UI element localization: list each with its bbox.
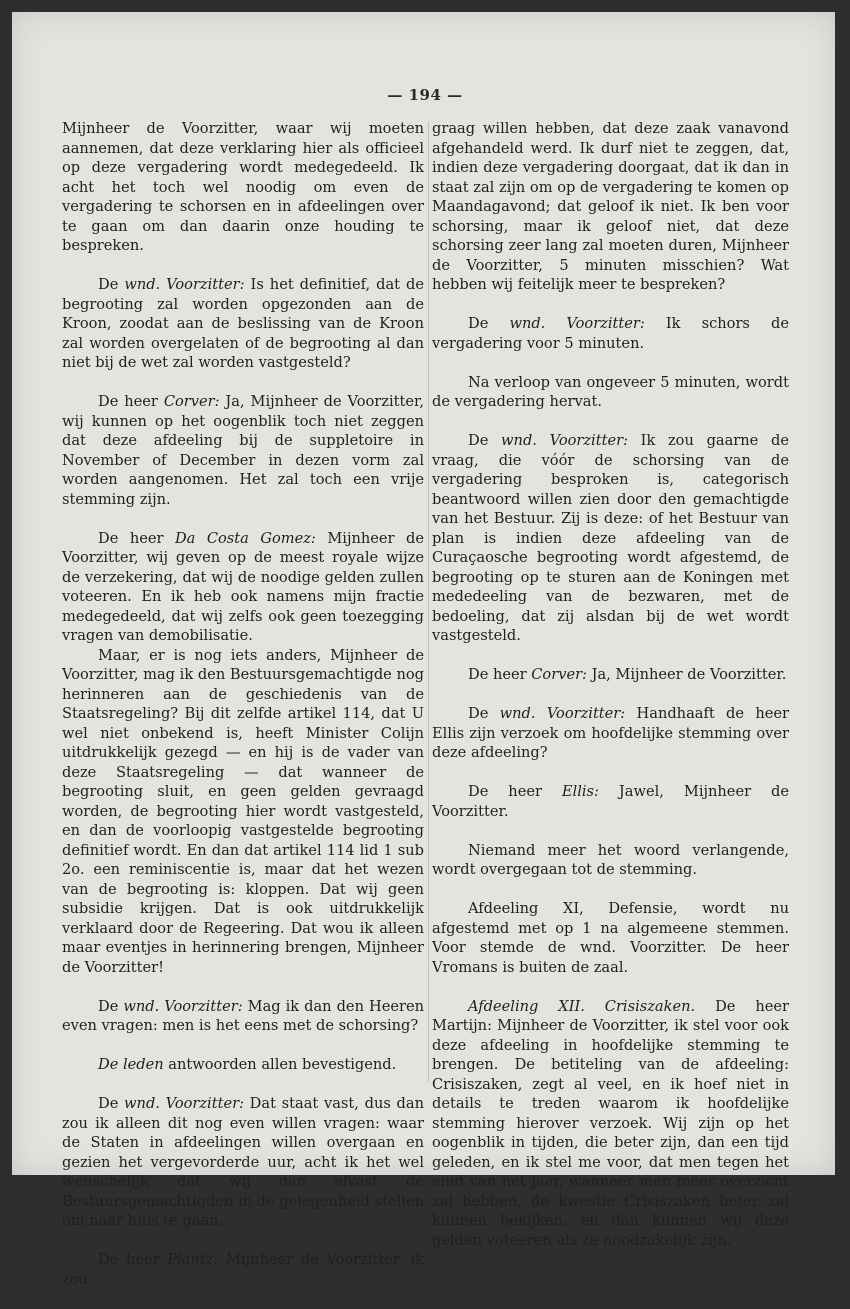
speaker-name: Corver:: [163, 393, 220, 410]
speaker-name: De leden: [98, 1056, 164, 1073]
speaker-name: wnd. Voorzitter:: [509, 315, 645, 332]
speaker-name: wnd. Voorzitter:: [124, 1095, 244, 1112]
paragraph: De wnd. Voorzitter: Mag ik dan den Heeren even vragen: men is het eens met de schorsing?: [62, 997, 424, 1034]
right-column: [432, 119, 789, 1270]
speaker-name: Afdeeling XII. Crisiszaken.: [468, 997, 696, 1015]
paragraph: Na verloop van ongeveer 5 minuten, wordt de vergadering hervat.: [432, 373, 789, 410]
speaker-name: wnd. Voorzitter:: [499, 705, 626, 722]
left-column: [62, 119, 424, 1309]
speaker-name: wnd. Voorzitter:: [124, 276, 245, 293]
paragraph: Maar, er is nog iets anders, Mijnheer de Voorzitter, mag ik den Bestuursgemachtigde nog herinneren aan de geschiedenis van de Staatsregeling? Bij dit zelfde artikel 114, dat U wel niet onbekend is, heeft Minister Colijn uitdrukkelijk gezegd — en hij is de vader van deze Staatsregeling — dat wanneer de begrooting sluit, en geen gelden gevraagd worden, de begrooting hier wordt vastgesteld, en dan de voorloopig vastgestelde begrooting definitief wordt. En dan dat artikel 114 lid 1 sub 2o. een reminiscentie is, maar dat het wezen van de begrooting is: kloppen. Dat wij geen subsidie krijgen. Dat is ook uitdrukkelijk verklaard door de Regeering. Dat wou ik alleen maar eventjes in herinnering brengen, Mijnheer de Voorzitter!: [62, 646, 424, 976]
paragraph: De wnd. Voorzitter: Dat staat vast, dus dan zou ik alleen dit nog even willen vragen: waar de Staten in afdeelingen willen overgaan en gezien het vergevorderde uur, acht ik het wel wenschelijk dat wij dan alvast de Bestuursgemachtigden in de gelegenheid stellen om naar huis te gaan.: [62, 1095, 424, 1229]
page-number: — 194 —: [387, 86, 463, 104]
paragraph: De heer Corver: Ja, Mijnheer de Voorzitter, wij kunnen op het oogenblik toch niet zeggen dat deze afdeeling bij de suppletoire in November of December in dezen vorm zal worden aangenomen. Het zal toch een vrije stemming zijn.: [62, 393, 424, 508]
paragraph: Mijnheer de Voorzitter, waar wij moeten aannemen, dat deze verklaring hier als officieel op deze vergadering wordt medegedeeld. Ik acht het toch wel noodig om even de vergadering te schorsen en in afdeelingen over te gaan om dan daarin onze houding te bespreken.: [62, 120, 424, 254]
paragraph: De heer Da Costa Gomez: Mijnheer de Voorzitter, wij geven op de meest royale wijze de verzekering, dat wij de noodige gelden zullen voteeren. En ik heb ook namens mijn fractie medegedeeld, dat wij zelfs ook geen toezegging vragen van demobilisatie.: [62, 529, 424, 644]
paragraph: De heer Ellis: Jawel, Mijnheer de Voorzitter.: [432, 783, 789, 820]
paragraph: De wnd. Voorzitter: Handhaaft de heer Ellis zijn verzoek om hoofdelijke stemming over deze afdeeling?: [432, 705, 789, 761]
speaker-name: Plantz:: [167, 1251, 219, 1268]
speaker-name: Ellis:: [561, 783, 599, 800]
paragraph: De wnd. Voorzitter: Ik schors de vergadering voor 5 minuten.: [432, 315, 790, 352]
paragraph: De heer Plantz: Mijnheer de Voorzitter, ik zou: [62, 1251, 424, 1288]
paragraph: Afdeeling XII. Crisiszaken. De heer Martijn: Mijnheer de Voorzitter, ik stel voor ook deze afdeeling in hoofdelijke stemming te brengen. De betiteling van de afdeeling: Crisiszaken, zegt al veel, en ik hoef niet in details te treden waarom ik hoofdelijke stemming hierover verzoek. Wij zijn op het oogenblik in tijden, die beter zijn, dan een tijd geleden, en ik stel me voor, dat men tegen het eind van het jaar, wanneer men meer overzicht zal hebben, de kwestie Crisiszaken beter zal kunnen bekijken, en dan kunnen wij deze gelden voteeren als ze noodzakelijk zijn.: [432, 997, 789, 1249]
speaker-name: Corver:: [531, 666, 587, 683]
paragraph: De leden antwoorden allen bevestigend.: [98, 1056, 397, 1073]
speaker-name: wnd. Voorzitter:: [123, 997, 243, 1015]
paragraph: De wnd. Voorzitter: Ik zou gaarne de vraag, die vóór de schorsing van de vergadering besproken is, categorisch beantwoord willen zien door den gemachtigde van het Bestuur. Zij is deze: of het Bestuur van plan is indien deze afdeeling van de Curaçaosche begrooting wordt afgestemd, de begrooting op te sturen aan de Koningen met mededeeling van de bezwaren, met de bedoeling, dat zij alsdan bij de wet wordt vastgesteld.: [432, 432, 789, 644]
paragraph: De heer Corver: Ja, Mijnheer de Voorzitter.: [468, 666, 787, 683]
speaker-name: wnd. Voorzitter:: [501, 432, 628, 449]
paragraph: De wnd. Voorzitter: Is het definitief, dat de begrooting zal worden opgezonden aan de Kroon, zoodat aan de beslissing van de Kroon zal worden overgelaten of de begrooting al dan niet bij de wet zal worden vastgesteld?: [62, 276, 425, 371]
paragraph: graag willen hebben, dat deze zaak vanavond afgehandeld werd. Ik durf niet te zeggen, dat, indien deze vergadering doorgaat, dat ik dan in staat zal zijn om op de vergadering te komen op Maandagavond; dat geloof ik niet. Ik ben voor schorsing, maar ik geloof niet, dat deze schorsing zeer lang zal moeten duren, Mijnheer de Voorzitter, 5 minuten misschien? Wat hebben wij feitelijk meer te bespreken?: [432, 120, 789, 293]
paragraph: Niemand meer het woord verlangende, wordt overgegaan tot de stemming.: [432, 841, 789, 878]
speaker-name: Da Costa Gomez:: [174, 529, 316, 547]
column-divider: [428, 122, 429, 1082]
paragraph: Afdeeling XI, Defensie, wordt nu afgestemd met op 1 na algemeene stemmen. Voor stemde de wnd. Voorzitter. De heer Vromans is buiten de zaal.: [432, 900, 789, 976]
